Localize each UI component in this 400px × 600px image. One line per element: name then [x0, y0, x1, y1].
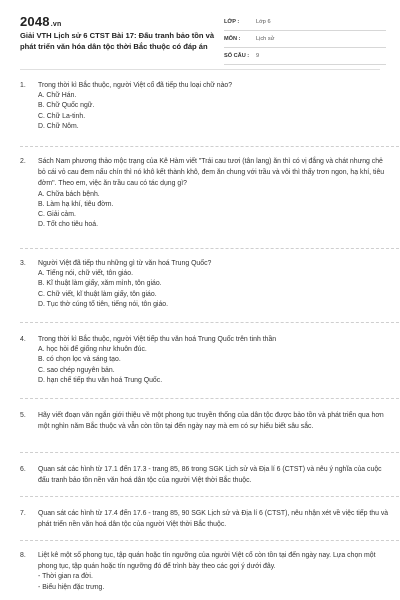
option-list [38, 269, 392, 310]
question-text: Người Việt đã tiếp thu những gì từ văn hoá Trung Quốc? [38, 260, 212, 267]
meta-key: LỚP : [224, 19, 240, 25]
question-text: Liệt kê một số phong tục, tập quán hoặc tín ngưỡng của người Việt cổ còn tồn tại đến ngày nay. Lựa chọn một phong tục, tập quán hoặc tín ngưỡng đó để trình bày theo các gợi ý dưới đây. [38, 552, 376, 571]
question-separator [20, 540, 400, 541]
question-number: 1. [20, 82, 26, 89]
question-separator [20, 146, 400, 147]
hint-item: - Thời gian ra đời. [38, 573, 93, 581]
question-body [38, 156, 392, 230]
question-number: 2. [20, 158, 26, 165]
question-separator [20, 496, 400, 497]
option-a: A. học hỏi để giống như khuôn đúc. [38, 346, 147, 354]
option-list [38, 572, 392, 592]
meta-key: SỐ CÂU : [224, 53, 250, 59]
meta-value: 9 [256, 53, 260, 59]
option-a: A. Tiếng nói, chữ viết, tôn giáo. [38, 270, 134, 278]
meta-row-subject [224, 31, 386, 48]
option-b: B. Làm hạ khí, tiêu đờm. [38, 200, 114, 208]
question-body [38, 410, 392, 432]
question-body [38, 258, 392, 310]
meta-row-class [224, 14, 386, 31]
option-list [38, 345, 392, 386]
question-text: Trong thời kì Bắc thuộc, người Việt tiếp thu văn hoá Trung Quốc trên tinh thần [38, 336, 277, 343]
logo-text: 2048 [20, 14, 50, 29]
meta-row-count [224, 48, 386, 65]
option-b: B. có chọn lọc và sáng tạo. [38, 356, 121, 364]
question-body [38, 334, 392, 386]
question-body [38, 508, 392, 530]
meta-table [224, 14, 386, 65]
option-b: B. Kĩ thuật làm giấy, xăm mình, tôn giáo. [38, 280, 162, 288]
question-number: 8. [20, 552, 26, 559]
question-text: Trong thời kì Bắc thuộc, người Việt cổ đã tiếp thu loại chữ nào? [38, 82, 233, 89]
option-c: C. Chữ La-tinh. [38, 112, 86, 120]
option-d: D. Tục thờ cúng tổ tiên, tiếng nói, tôn giáo. [38, 300, 169, 308]
hint-item: - Biểu hiện đặc trưng. [38, 583, 105, 591]
site-logo[interactable] [20, 14, 61, 29]
question-number: 6. [20, 466, 26, 473]
option-d: D. Chữ Nôm. [38, 122, 79, 130]
document-header [0, 0, 400, 66]
document-title: Giải VTH Lịch sử 6 CTST Bài 17: Đấu tranh bảo tồn và phát triển văn hóa dân tộc thời Bắc thuộc có đáp án [20, 31, 215, 51]
question-number: 4. [20, 336, 26, 343]
option-list [38, 91, 392, 132]
option-b: B. Chữ Quốc ngữ. [38, 102, 95, 110]
option-a: A. Chữa bách bệnh. [38, 190, 100, 198]
question-body [38, 80, 392, 132]
option-a: A. Chữ Hán. [38, 92, 77, 100]
question-body [38, 550, 392, 593]
question-number: 3. [20, 260, 26, 267]
option-c: C. Chữ viết, kĩ thuật làm giấy, tôn giáo. [38, 290, 157, 298]
question-number: 5. [20, 412, 26, 419]
meta-value: Lớp 6 [256, 19, 271, 25]
question-text: Quan sát các hình từ 17.4 đến 17.6 - trang 85, 90 SGK Lịch sử và Địa lí 6 (CTST), nêu nhận xét về việc tiếp thu và phát triển nền văn hoá dân tộc của người Việt thời Bắc thuộc. [38, 510, 389, 529]
question-body [38, 464, 392, 486]
option-list [38, 190, 392, 231]
option-d: D. Tốt cho tiêu hoá. [38, 221, 99, 229]
meta-key: MÔN : [224, 36, 241, 42]
question-separator [20, 248, 400, 249]
option-c: C. Giải cảm. [38, 211, 76, 219]
question-text: Hãy viết đoạn văn ngắn giới thiệu về một phong tục truyền thống của dân tộc được bảo tồn và phát triển qua hơn một nghìn năm Bắc thuộc và vẫn còn tồn tại đến ngày nay mà em có sự hiểu biết sâu sắc. [38, 412, 384, 431]
question-separator [20, 398, 400, 399]
question-separator [20, 322, 400, 323]
logo-suffix: .vn [50, 21, 62, 28]
question-text: Sách Nam phương thảo mộc trạng của Kê Hàm viết "Trái cau tươi (tân lang) ăn thì có vị đắng và chát nhưng chẻ bỏ cái vỏ cau đem nấu chín thì nó khô kết thành khô, đem ăn chung với trầu và vôi thì thấy trơn ngon, hạ khí, tiêu đờm". Theo em, việc ăn trầu cau có tác dụng gì? [38, 158, 385, 188]
option-d: D. hạn chế tiếp thu văn hoá Trung Quốc. [38, 376, 163, 384]
meta-value: Lịch sử [256, 36, 275, 42]
option-c: C. sao chép nguyên bản. [38, 366, 115, 374]
question-text: Quan sát các hình từ 17.1 đến 17.3 - trang 85, 86 trong SGK Lịch sử và Địa lí 6 (CTST) và nêu ý nghĩa của cuộc đấu tranh bảo tồn nền văn hoá dân tộc của người Việt thời Bắc thuộc. [38, 466, 382, 485]
header-divider [20, 69, 380, 70]
question-separator [20, 452, 400, 453]
question-number: 7. [20, 510, 26, 517]
